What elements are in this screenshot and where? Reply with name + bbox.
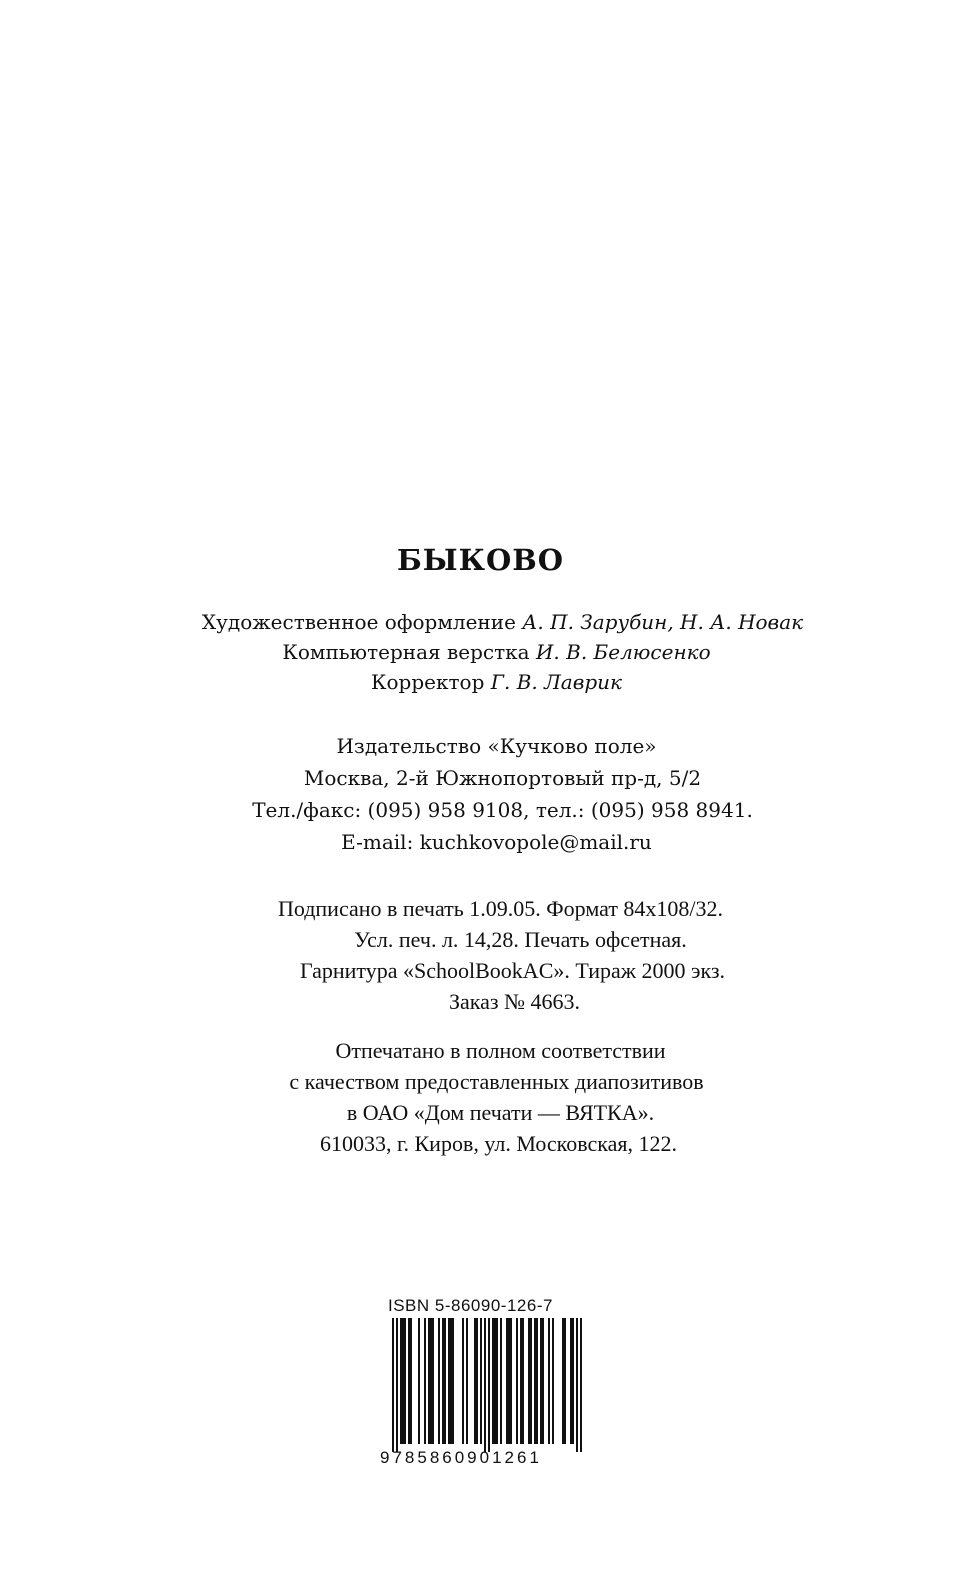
printer-line: в ОАО «Дом печати — ВЯТКА». <box>346 1100 655 1125</box>
barcode-bar <box>438 1318 440 1444</box>
barcode-bar <box>536 1318 538 1444</box>
barcode-bar <box>452 1318 454 1444</box>
barcode-bar <box>508 1318 510 1444</box>
barcode-bar <box>430 1318 432 1444</box>
barcode-bar <box>494 1318 496 1444</box>
publisher-address: Москва, 2-й Южнопортовый пр-д, 5/2 <box>303 766 702 790</box>
publisher-phones: Тел./факс: (095) 958 9108, тел.: (095) 958 8941. <box>252 798 753 822</box>
barcode-bar <box>540 1318 542 1444</box>
ean-digits: 9785860901261 <box>380 1448 542 1467</box>
barcode-bar <box>392 1318 394 1452</box>
barcode-bar <box>474 1318 476 1444</box>
barcode-bar <box>572 1318 574 1444</box>
barcode-bar <box>466 1318 468 1444</box>
barcode-bar <box>516 1318 518 1444</box>
barcode-bar <box>496 1318 498 1444</box>
barcode-bar <box>500 1318 502 1444</box>
barcode-bar <box>480 1318 482 1444</box>
barcode-bar <box>442 1318 444 1444</box>
isbn-barcode-block <box>380 1296 602 1488</box>
barcode-bar <box>444 1318 446 1444</box>
printer-line: Отпечатано в полном соответствии <box>335 1038 666 1063</box>
barcode-bar <box>528 1318 530 1444</box>
barcode-bar <box>506 1318 508 1444</box>
imprint-line: Заказ № 4663. <box>448 989 581 1014</box>
credit-role: Художественное оформление <box>201 610 516 634</box>
imprint-line: Подписано в печать 1.09.05. Формат 84x108/32. <box>277 896 724 921</box>
barcode-bar <box>408 1318 410 1444</box>
barcode-bar <box>580 1318 582 1452</box>
isbn-label: ISBN 5-86090-126-7 <box>388 1296 553 1315</box>
barcode-icon <box>386 1318 592 1452</box>
barcode-bar <box>418 1318 420 1444</box>
barcode-bar <box>476 1318 478 1444</box>
barcode-bar <box>450 1318 452 1444</box>
barcode-bar <box>522 1318 524 1444</box>
book-title: БЫКОВО <box>396 543 565 577</box>
credit-name: А. П. Зарубин, Н. А. Новак <box>522 610 804 634</box>
credit-role: Компьютерная верстка <box>282 640 530 664</box>
credit-line-proofreader <box>16 667 961 697</box>
imprint-line: Усл. печ. л. 14,28. Печать офсетная. <box>354 927 687 952</box>
barcode-bar <box>552 1318 554 1444</box>
barcode-bar <box>576 1318 578 1452</box>
barcode-bar <box>548 1318 550 1444</box>
barcode-bar <box>520 1318 522 1444</box>
barcode-bar <box>530 1318 532 1444</box>
barcode-bar <box>400 1318 402 1444</box>
imprint-block <box>0 893 961 1017</box>
barcode-bar <box>488 1318 490 1452</box>
printer-block <box>0 1035 961 1159</box>
barcode-bar <box>410 1318 412 1444</box>
barcode-bar <box>404 1318 406 1444</box>
credit-line-layout <box>16 637 961 667</box>
publisher-name: Издательство «Кучково поле» <box>336 734 657 758</box>
barcode-bar <box>428 1318 430 1444</box>
credit-name: И. В. Белюсенко <box>535 640 711 664</box>
credits-block <box>0 607 961 697</box>
barcode-bar <box>432 1318 434 1444</box>
barcode-bar <box>534 1318 536 1444</box>
barcode-bar <box>542 1318 544 1444</box>
barcode-bar <box>492 1318 494 1444</box>
publisher-email: E-mail: kuchkovopole@mail.ru <box>341 830 652 854</box>
credit-name: Г. В. Лаврик <box>490 670 622 694</box>
printer-line: 610033, г. Киров, ул. Московская, 122. <box>319 1131 678 1156</box>
barcode-bar <box>510 1318 512 1444</box>
credit-line-design <box>22 607 961 637</box>
barcode-bar <box>562 1318 564 1444</box>
barcode-bar <box>424 1318 426 1444</box>
imprint-line: Гарнитура «SchoolBookAC». Тираж 2000 экз. <box>299 958 726 983</box>
publisher-block <box>0 730 961 858</box>
barcode-bar <box>564 1318 566 1444</box>
barcode-bar <box>402 1318 404 1444</box>
printer-line: с качеством предоставленных диапозитивов <box>289 1069 704 1094</box>
barcode-bar <box>396 1318 398 1452</box>
barcode-bar <box>462 1318 464 1444</box>
barcode-bar <box>570 1318 572 1444</box>
barcode-bar <box>484 1318 486 1452</box>
credit-role: Корректор <box>371 670 485 694</box>
barcode-bar <box>448 1318 450 1444</box>
